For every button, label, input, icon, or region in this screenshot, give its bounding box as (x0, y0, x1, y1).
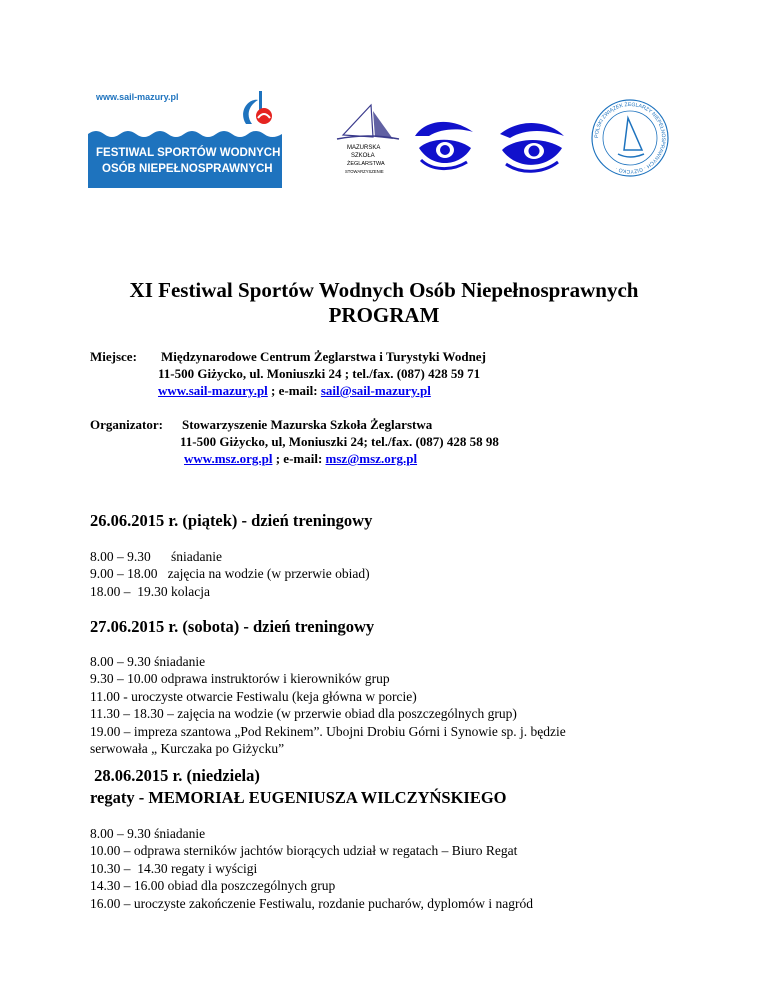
schedule-item: 14.30 – 16.00 obiad dla poszczególnych grup (90, 878, 336, 894)
place-email-separator: ; e-mail: (267, 383, 321, 398)
document-title: XI Festiwal Sportów Wodnych Osób Niepełnosprawnych (129, 278, 639, 302)
schedule-item: 11.00 - uroczyste otwarcie Festiwalu (keja główna w porcie) (90, 688, 417, 704)
day-heading: 26.06.2015 r. (piątek) - dzień treningowy (90, 511, 373, 530)
organizer-website-link[interactable]: www.msz.org.pl (184, 451, 273, 466)
day-schedule (90, 548, 370, 600)
day-heading: 28.06.2015 r. (niedziela) (90, 766, 260, 785)
logo-text-line1: FESTIWAL SPORTÓW WODNYCH (96, 147, 281, 159)
eye-icon (496, 116, 568, 176)
msz-line-3: ŻEGLARSTWA (347, 161, 385, 167)
schedule-item: 9.30 – 10.00 odprawa instruktorów i kierowników grup (90, 671, 390, 687)
pzz-logo (590, 98, 670, 178)
schedule-item: 9.00 – 18.00 zajęcia na wodzie (w przerwie obiad) (90, 566, 370, 582)
organizer-address: 11-500 Giżycko, ul, Moniuszki 24; tel./fax. (087) 428 58 98 (180, 434, 499, 449)
organizer-email-link[interactable]: msz@msz.org.pl (325, 451, 418, 466)
schedule-item: 8.00 – 9.30 śniadanie (90, 654, 206, 669)
eye-icon (411, 114, 477, 174)
schedule-item: 19.00 – impreza szantowa „Pod Rekinem”. Ubojni Drobiu Górni i Synowie sp. j. będzie (90, 723, 566, 739)
msz-line-4: STOWARZYSZENIE (345, 169, 384, 174)
day-subheading: regaty - MEMORIAŁ EUGENIUSZA WILCZYŃSKIEGO (90, 788, 507, 807)
schedule-item: 10.00 – odprawa sterników jachtów biorących udział w regatach – Biuro Regat (90, 843, 518, 859)
schedule-item: 18.00 – 19.30 kolacja (90, 583, 210, 599)
place-email-link[interactable]: sail@sail-mazury.pl (320, 383, 431, 398)
msz-line-2: SZKOŁA (351, 153, 375, 159)
schedule-item: 8.00 – 9.30 śniadanie (90, 549, 222, 564)
svg-text:POLSKI ZWIĄZEK ŻEGLARZY NIEPEŁ (594, 101, 666, 175)
schedule-item: 16.00 – uroczyste zakończenie Festiwalu, rozdanie pucharów, dyplomów i nagród (90, 895, 533, 911)
msz-line-1: MAZURSKA (347, 145, 381, 151)
logo-url-text: www.sail-mazury.pl (96, 92, 179, 102)
day-schedule (90, 825, 533, 912)
schedule-item: 11.30 – 18.30 – zajęcia na wodzie (w przerwie obiad dla poszczególnych grup) (90, 706, 517, 722)
place-name: Międzynarodowe Centrum Żeglarstwa i Turystyki Wodnej (161, 349, 486, 364)
document-subtitle: PROGRAM (328, 303, 440, 327)
place-label: Miejsce: (90, 349, 137, 364)
day-schedule (90, 653, 566, 757)
day-heading: 27.06.2015 r. (sobota) - dzień treningowy (90, 617, 375, 636)
organizer-label: Organizator: (90, 417, 163, 432)
place-website-link[interactable]: www.sail-mazury.pl (158, 383, 268, 398)
pzz-ring-text: POLSKI ZWIĄZEK ŻEGLARZY NIEPEŁNOSPRAWNYCH · GIŻYCKO · (593, 101, 667, 175)
organizer-email-separator: ; e-mail: (272, 451, 326, 466)
organizer-name: Stowarzyszenie Mazurska Szkoła Żeglarstwa (182, 417, 433, 432)
festival-logo (88, 88, 282, 188)
place-contact (158, 382, 431, 399)
schedule-item: 10.30 – 14.30 regaty i wyścigi (90, 860, 258, 876)
logo-text-line2: OSÓB NIEPEŁNOSPRAWNYCH (102, 163, 273, 175)
place-address: 11-500 Giżycko, ul. Moniuszki 24 ; tel./fax. (087) 428 59 71 (158, 366, 481, 381)
organizer-contact (184, 450, 417, 467)
schedule-item: 8.00 – 9.30 śniadanie (90, 826, 206, 841)
msz-logo (333, 103, 403, 181)
schedule-item: serwowała „ Kurczaka po Giżycku” (90, 740, 285, 756)
